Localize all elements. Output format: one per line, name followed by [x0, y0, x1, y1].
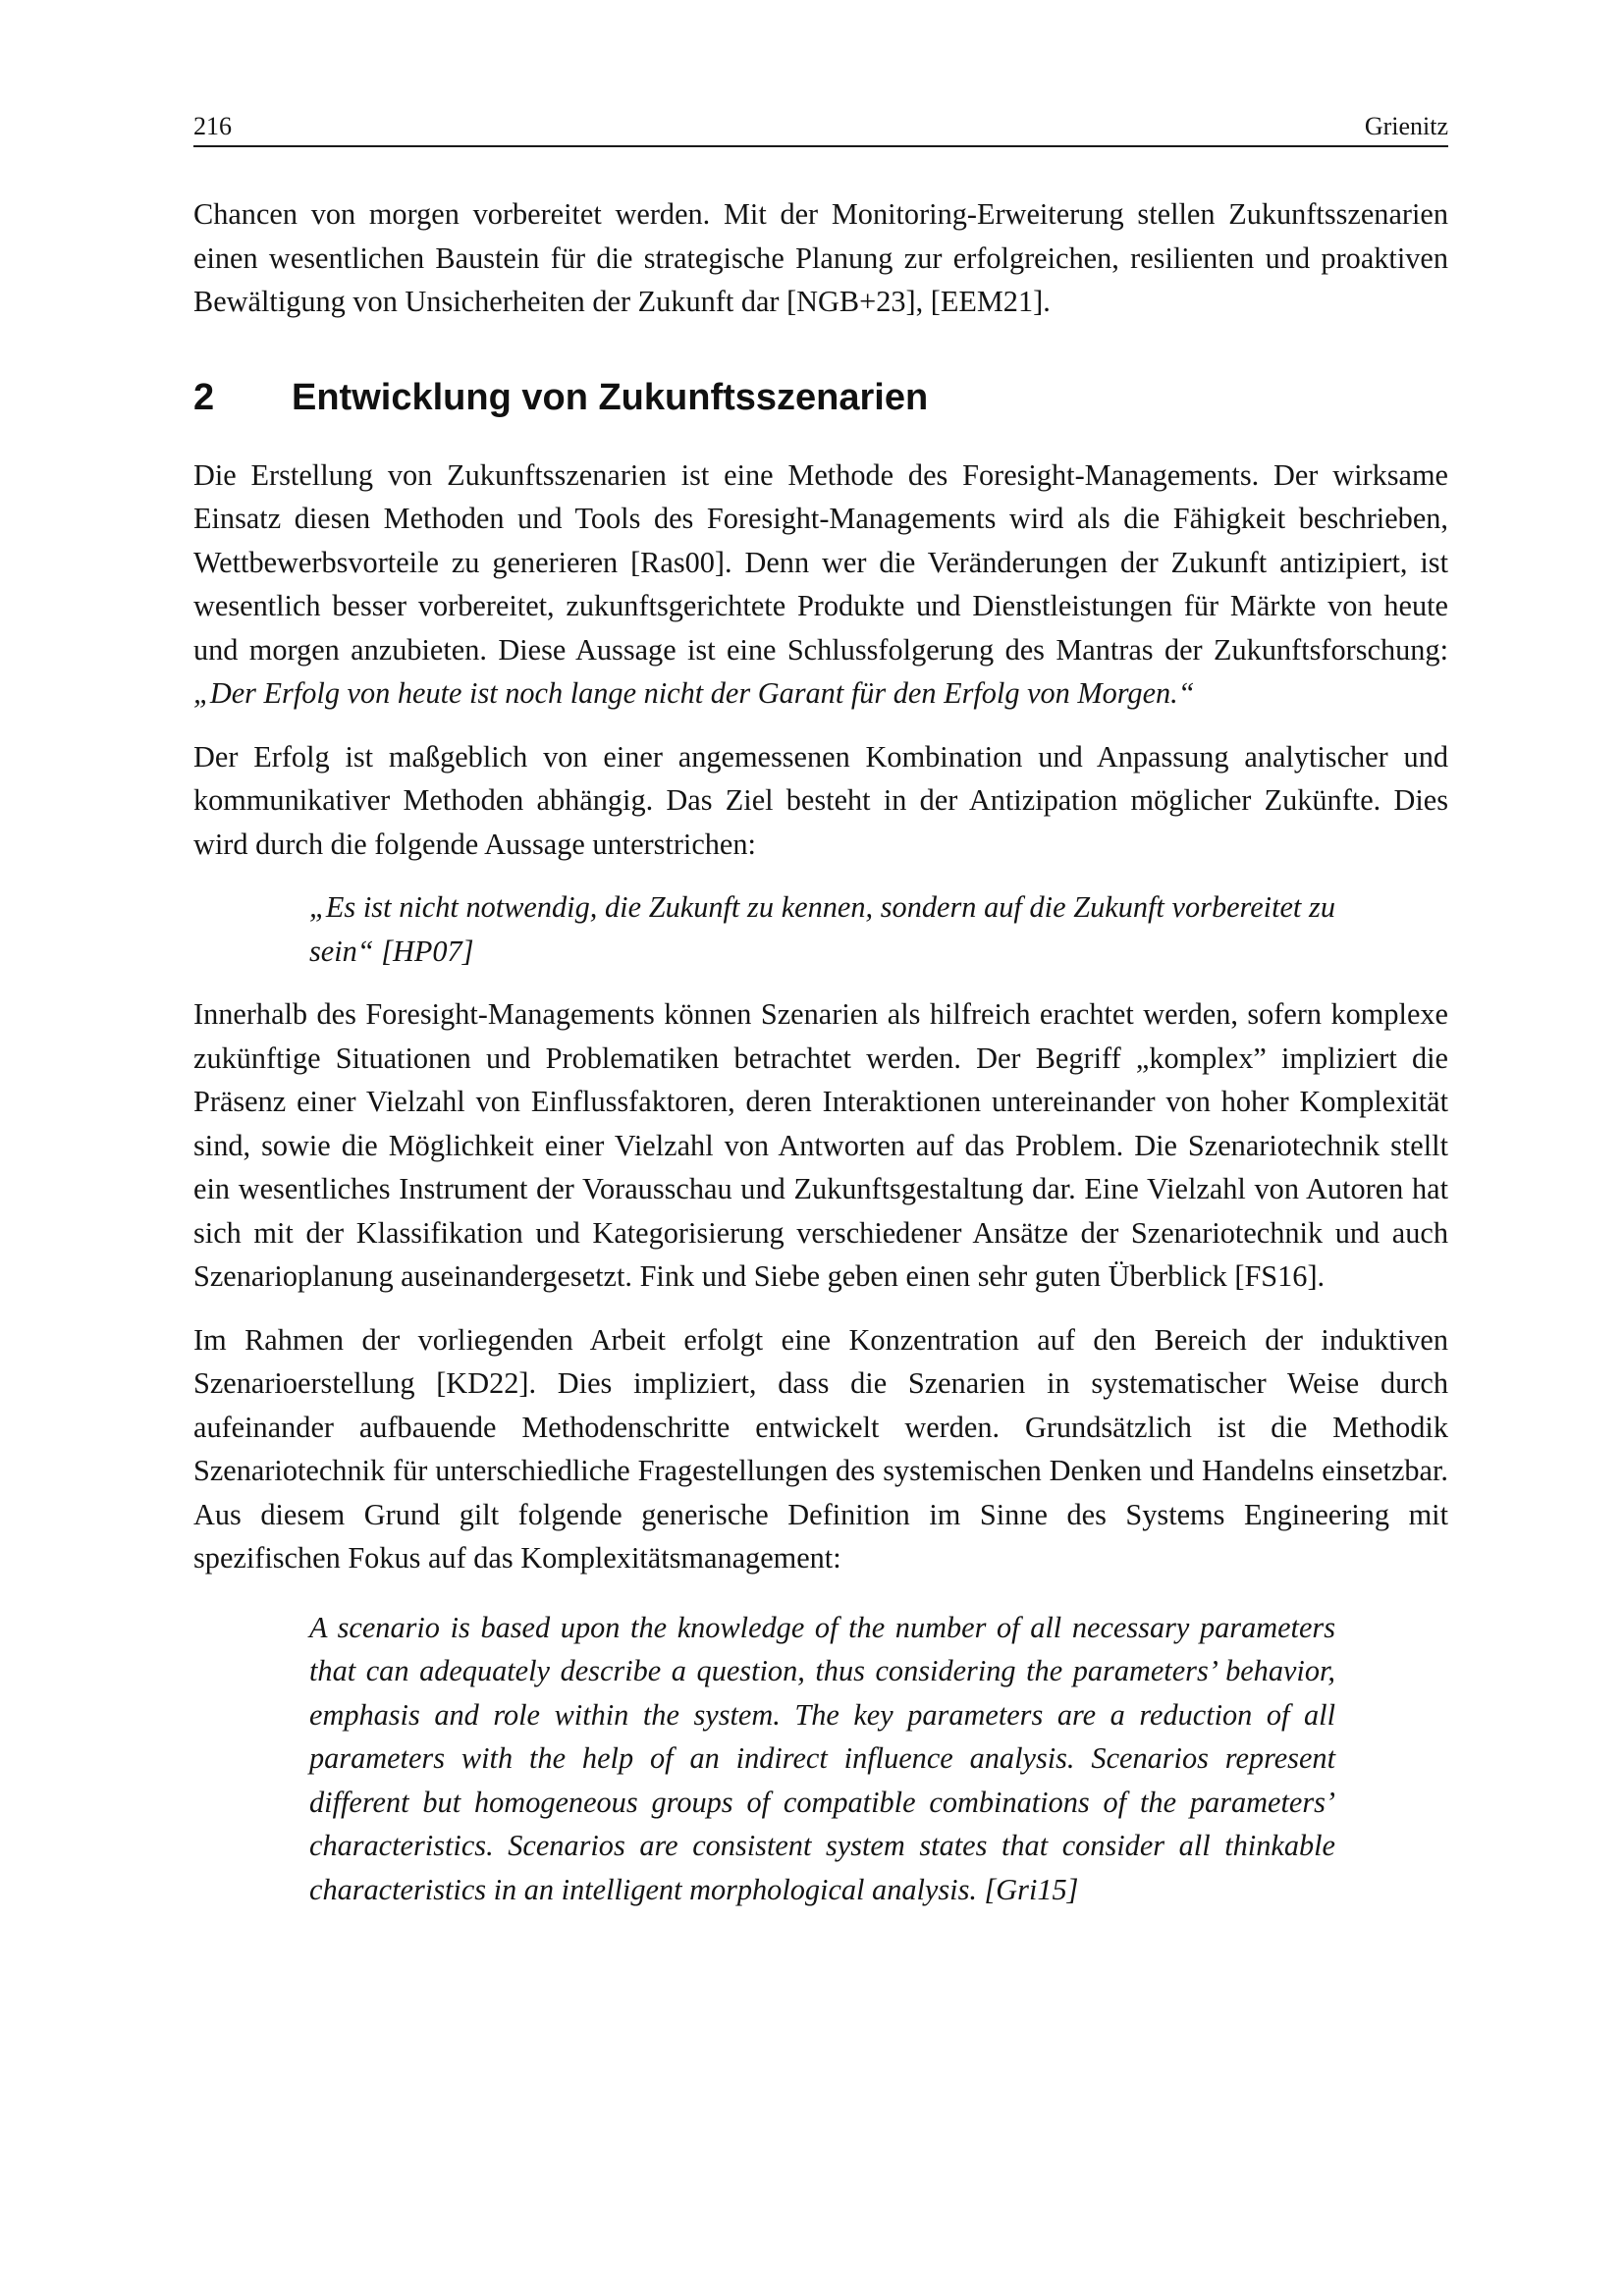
- block-quote-gri15: A scenario is based upon the knowledge of the number of all necessary parameters that can adequately describe a question, thus considering the parameters’ behavior, emphasis and role within the system. The key parameters are a reduction of all parameters with the help of an indirect influence analysis. Scenarios represent different but homogeneous groups of compatible combinations of the parameters’ characteristics. Scenarios are consistent system states that consider all thinkable characteristics in an intelligent morphological analysis. [Gri15]: [309, 1610, 1335, 1906]
- main-content: [193, 192, 1448, 1931]
- section-heading: [193, 373, 1448, 422]
- block-quote-hp07: „Es ist nicht notwendig, die Zukunft zu kennen, sondern auf die Zukunft vorbereitet zu sein“ [HP07]: [309, 890, 1335, 968]
- intro-paragraph: Chancen von morgen vorbereitet werden. Mit der Monitoring-Erweiterung stellen Zukunftsszenarien einen wesentlichen Baustein für die strategische Planung zur erfolgreichen, resilienten und proaktiven Bewältigung von Unsicherheiten der Zukunft dar [NGB+23], [EEM21].: [193, 197, 1448, 318]
- section-number: 2: [193, 376, 215, 418]
- page-number: 216: [193, 112, 232, 140]
- paragraph-success: Der Erfolg ist maßgeblich von einer angemessenen Kombination und Anpassung analytischer und kommunikativer Methoden abhängig. Das Ziel besteht in der Antizipation möglicher Zukünfte. Dies wird durch die folgende Aussage unterstrichen:: [193, 739, 1448, 861]
- running-author: Grienitz: [1364, 112, 1448, 140]
- running-header: [193, 110, 1448, 147]
- paragraph-foresight-text: Die Erstellung von Zukunftsszenarien ist eine Methode des Foresight-Managements. Der wirksame Einsatz diesen Methoden und Tools des Foresight-Managements wird als die Fähigkeit beschrieben, Wettbewerbsvorteile zu generieren [Ras00]. Denn wer die Veränderungen der Zukunft antizipiert, ist wesentlich besser vorbereitet, zukunftsgerichtete Produkte und Dienstleistungen für Märkte von heute und morgen anzubieten. Diese Aussage ist eine Schlussfolgerung des Mantras der Zukunftsforschung:: [193, 457, 1448, 667]
- paragraph-foresight: [193, 454, 1448, 716]
- inline-quote: „Der Erfolg von heute ist noch lange nicht der Garant für den Erfolg von Morgen.“: [193, 676, 1195, 710]
- paragraph-scenarios: Innerhalb des Foresight-Managements können Szenarien als hilfreich erachtet werden, sofern komplexe zukünftige Situationen und Problematiken betrachtet werden. Der Begriff „komplex” impliziert die Präsenz einer Vielzahl von Einflussfaktoren, deren Interaktionen untereinander von hoher Komplexität sind, sowie die Möglichkeit einer Vielzahl von Antworten auf das Problem. Die Szenariotechnik stellt ein wesentliches Instrument der Vorausschau und Zukunftsgestaltung dar. Eine Vielzahl von Autoren hat sich mit der Klassifikation und Kategorisierung verschiedener Ansätze der Szenariotechnik und auch Szenarioplanung auseinandergesetzt. Fink und Siebe geben einen sehr guten Überblick [FS16].: [193, 997, 1448, 1293]
- section-title: Entwicklung von Zukunftsszenarien: [292, 376, 929, 418]
- paragraph-inductive: Im Rahmen der vorliegenden Arbeit erfolgt eine Konzentration auf den Bereich der induktiven Szenarioerstellung [KD22]. Dies impliziert, dass die Szenarien in systematischer Weise durch aufeinander aufbauende Methodenschritte entwickelt werden. Grundsätzlich ist die Methodik Szenariotechnik für unterschiedliche Fragestellungen des systemischen Denken und Handelns einsetzbar. Aus diesem Grund gilt folgende generische Definition im Sinne des Systems Engineering mit spezifischen Fokus auf das Komplexitätsmanagement:: [193, 1322, 1448, 1575]
